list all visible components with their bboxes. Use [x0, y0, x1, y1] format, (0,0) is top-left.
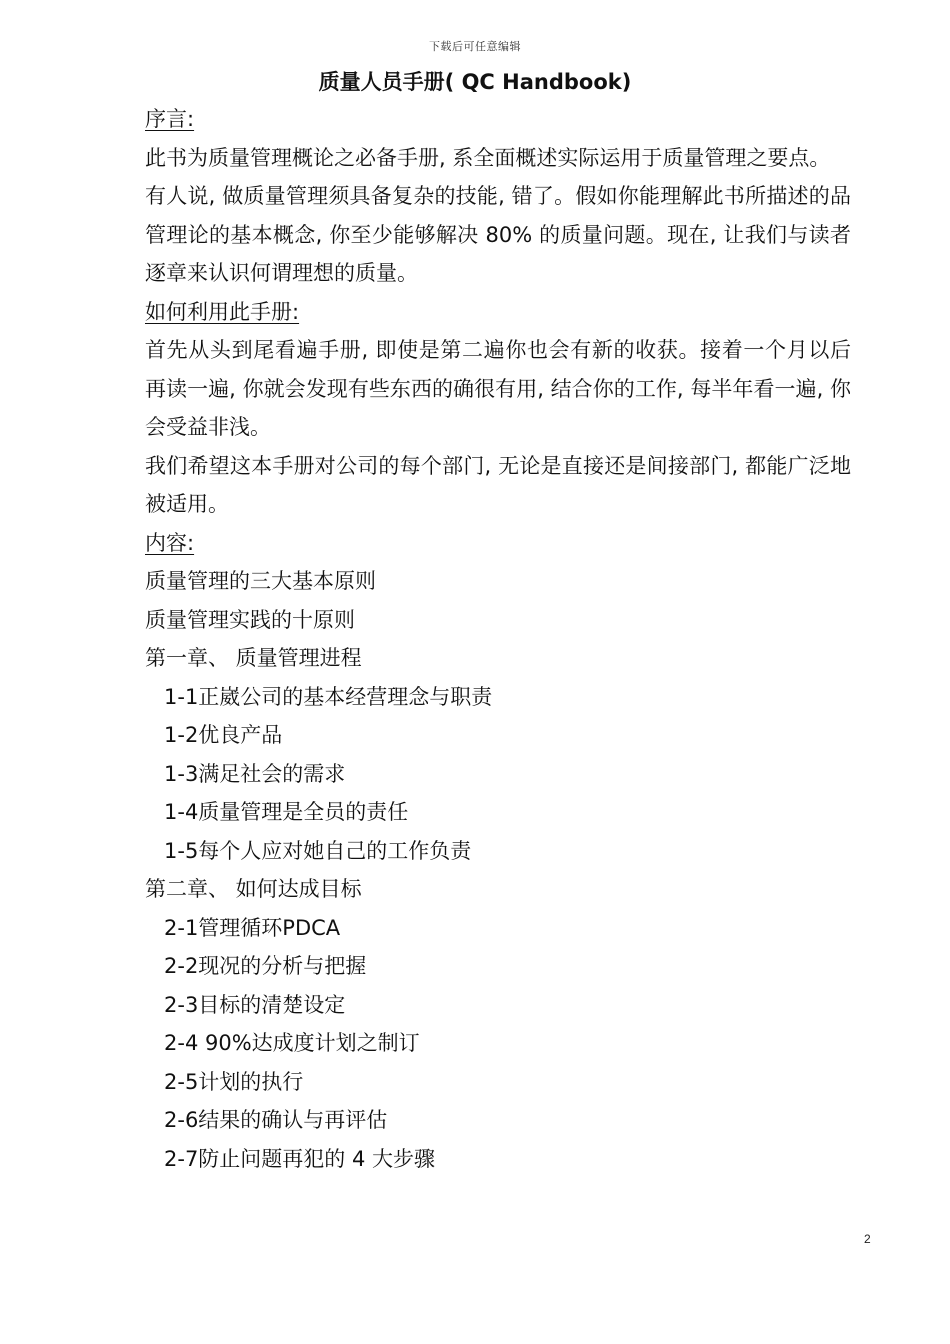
- contents-heading: 内容:: [145, 530, 195, 555]
- toc-subitem: 2-7防止问题再犯的 4 大步骤: [164, 1146, 436, 1171]
- document-body: [145, 100, 851, 1178]
- toc-subitem: 2-5计划的执行: [164, 1069, 304, 1094]
- toc-subitem: 1-1正崴公司的基本经营理念与职责: [164, 684, 493, 709]
- toc-subitem: 2-1管理循环PDCA: [164, 915, 341, 940]
- toc-chapter: 第一章、 质量管理进程: [145, 646, 362, 670]
- toc-chapter: 第二章、 如何达成目标: [145, 877, 362, 901]
- preface-paragraph-2: 有人说, 做质量管理须具备复杂的技能, 错了。假如你能理解此书所描述的品管理论的基本概念, 你至少能够解决 80% 的质量问题。现在, 让我们与读者逐章来认识何谓理想的质量。: [145, 184, 851, 285]
- howto-paragraph-2: 我们希望这本手册对公司的每个部门, 无论是直接还是间接部门, 都能广泛地被适用。: [145, 453, 851, 516]
- toc-subitem: 1-2优良产品: [164, 723, 283, 747]
- toc-subitem: 1-5每个人应对她自己的工作负责: [164, 838, 472, 863]
- toc-subitem: 2-6结果的确认与再评估: [164, 1108, 388, 1132]
- howto-heading: 如何利用此手册:: [145, 299, 300, 324]
- table-of-contents: [145, 562, 851, 1178]
- howto-paragraph-1: 首先从头到尾看遍手册, 即使是第二遍你也会有新的收获。接着一个月以后再读一遍, 你就会发现有些东西的确很有用, 结合你的工作, 每半年看一遍, 你会受益非浅。: [145, 338, 851, 439]
- header-note: 下载后可任意编辑: [429, 40, 521, 53]
- document-title: 质量人员手册( QC Handbook): [318, 70, 632, 94]
- toc-subitem: 2-3目标的清楚设定: [164, 992, 346, 1017]
- toc-item: 质量管理实践的十原则: [145, 607, 355, 632]
- page-number: 2: [864, 1232, 871, 1246]
- toc-subitem: 2-4 90%达成度计划之制订: [164, 1031, 420, 1055]
- preface-heading: 序言:: [145, 107, 195, 131]
- toc-subitem: 2-2现况的分析与把握: [164, 954, 367, 978]
- toc-item: 质量管理的三大基本原则: [145, 569, 376, 593]
- toc-subitem: 1-4质量管理是全员的责任: [164, 800, 409, 824]
- preface-paragraph-1: 此书为质量管理概论之必备手册, 系全面概述实际运用于质量管理之要点。: [145, 145, 831, 170]
- toc-subitem: 1-3满足社会的需求: [164, 761, 346, 786]
